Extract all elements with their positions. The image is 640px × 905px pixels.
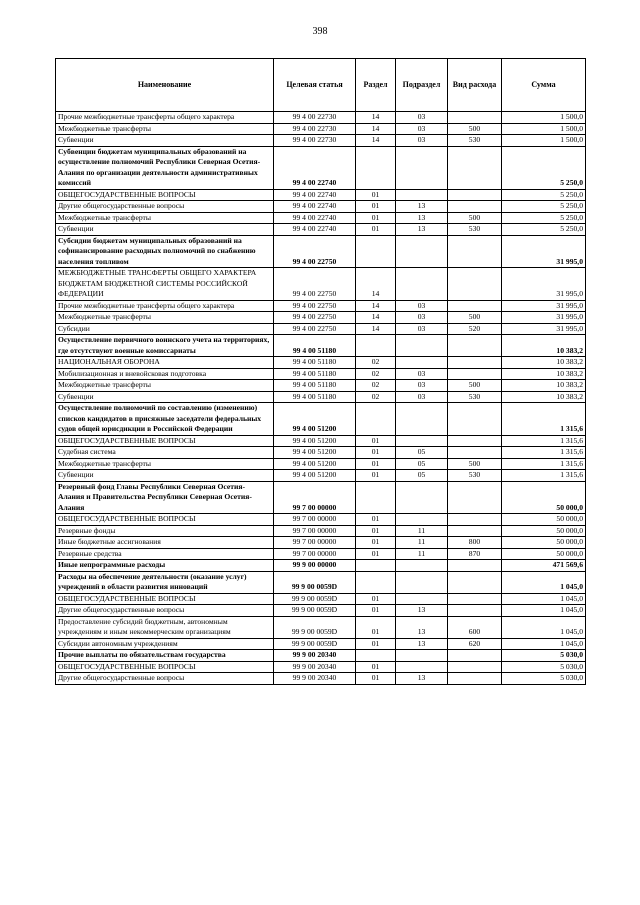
row-sum: 31 995,0 xyxy=(502,312,586,324)
table-row xyxy=(56,135,586,147)
row-subsection xyxy=(396,661,448,673)
row-section: 14 xyxy=(356,268,396,301)
row-subsection: 03 xyxy=(396,112,448,124)
row-section xyxy=(356,146,396,189)
row-expense-type: 530 xyxy=(448,135,502,147)
row-subsection: 03 xyxy=(396,135,448,147)
row-sum: 1 500,0 xyxy=(502,135,586,147)
row-expense-type: 520 xyxy=(448,323,502,335)
row-name: Субсидии xyxy=(56,323,274,335)
row-expense-type xyxy=(448,235,502,268)
row-section xyxy=(356,650,396,662)
table-row xyxy=(56,380,586,392)
row-expense-type xyxy=(448,112,502,124)
row-sum: 1 315,6 xyxy=(502,470,586,482)
row-target-article: 99 4 00 22750 xyxy=(274,268,356,301)
row-subsection xyxy=(396,235,448,268)
table-row xyxy=(56,435,586,447)
table-row xyxy=(56,593,586,605)
row-section xyxy=(356,560,396,572)
row-target-article: 99 4 00 51180 xyxy=(274,368,356,380)
row-name: ОБЩЕГОСУДАРСТВЕННЫЕ ВОПРОСЫ xyxy=(56,593,274,605)
table-row xyxy=(56,335,586,357)
row-name: Другие общегосударственные вопросы xyxy=(56,201,274,213)
row-expense-type xyxy=(448,368,502,380)
row-name: Осуществление первичного воинского учета на территориях, где отсутствуют военные комиссариаты xyxy=(56,335,274,357)
row-sum: 1 315,6 xyxy=(502,403,586,436)
row-target-article: 99 4 00 51200 xyxy=(274,447,356,459)
row-target-article: 99 4 00 22750 xyxy=(274,312,356,324)
row-expense-type xyxy=(448,560,502,572)
row-name: Другие общегосударственные вопросы xyxy=(56,605,274,617)
row-subsection: 13 xyxy=(396,673,448,685)
row-expense-type xyxy=(448,673,502,685)
row-sum: 50 000,0 xyxy=(502,525,586,537)
row-sum: 50 000,0 xyxy=(502,548,586,560)
row-sum: 10 383,2 xyxy=(502,335,586,357)
row-sum: 1 315,6 xyxy=(502,447,586,459)
row-section: 01 xyxy=(356,201,396,213)
row-expense-type xyxy=(448,525,502,537)
row-subsection xyxy=(396,560,448,572)
row-subsection: 13 xyxy=(396,616,448,638)
row-section: 14 xyxy=(356,112,396,124)
row-sum: 31 995,0 xyxy=(502,300,586,312)
row-name: Судебная система xyxy=(56,447,274,459)
row-subsection: 03 xyxy=(396,391,448,403)
row-sum: 471 569,6 xyxy=(502,560,586,572)
row-name: ОБЩЕГОСУДАРСТВЕННЫЕ ВОПРОСЫ xyxy=(56,514,274,526)
table-row xyxy=(56,300,586,312)
table-row xyxy=(56,391,586,403)
row-target-article: 99 4 00 51180 xyxy=(274,391,356,403)
row-expense-type: 500 xyxy=(448,458,502,470)
row-subsection: 03 xyxy=(396,380,448,392)
row-name: Резервные фонды xyxy=(56,525,274,537)
row-name: Осуществление полномочий по составлению (изменению) списков кандидатов в присяжные заседатели федеральных судов общей юрисдикции в Российской Федерации xyxy=(56,403,274,436)
row-subsection xyxy=(396,593,448,605)
row-section: 01 xyxy=(356,224,396,236)
table-row xyxy=(56,403,586,436)
row-sum: 5 030,0 xyxy=(502,661,586,673)
row-name: ОБЩЕГОСУДАРСТВЕННЫЕ ВОПРОСЫ xyxy=(56,435,274,447)
row-section: 02 xyxy=(356,391,396,403)
row-expense-type xyxy=(448,605,502,617)
row-section xyxy=(356,235,396,268)
table-row xyxy=(56,201,586,213)
row-target-article: 99 9 00 0059D xyxy=(274,616,356,638)
row-sum: 31 995,0 xyxy=(502,268,586,301)
table-row xyxy=(56,447,586,459)
row-sum: 10 383,2 xyxy=(502,368,586,380)
row-section: 01 xyxy=(356,514,396,526)
row-name: Мобилизационная и вневойсковая подготовка xyxy=(56,368,274,380)
table-row xyxy=(56,548,586,560)
row-target-article: 99 4 00 51200 xyxy=(274,470,356,482)
row-target-article: 99 9 00 0059D xyxy=(274,638,356,650)
table-row xyxy=(56,638,586,650)
row-expense-type: 500 xyxy=(448,380,502,392)
row-sum: 1 500,0 xyxy=(502,123,586,135)
row-section: 01 xyxy=(356,470,396,482)
table-row xyxy=(56,123,586,135)
row-name: Резервные средства xyxy=(56,548,274,560)
row-subsection: 11 xyxy=(396,548,448,560)
row-sum: 50 000,0 xyxy=(502,481,586,514)
header-target-article: Целевая статья xyxy=(274,59,356,112)
row-expense-type xyxy=(448,403,502,436)
row-target-article: 99 4 00 22740 xyxy=(274,212,356,224)
row-target-article: 99 9 00 20340 xyxy=(274,673,356,685)
table-row xyxy=(56,212,586,224)
row-name: Резервный фонд Главы Республики Северная Осетия-Алания и Правительства Республики Северная Осетия-Алания xyxy=(56,481,274,514)
table-row xyxy=(56,481,586,514)
row-subsection: 03 xyxy=(396,312,448,324)
row-subsection: 03 xyxy=(396,368,448,380)
header-expense-type: Вид расхода xyxy=(448,59,502,112)
row-name: МЕЖБЮДЖЕТНЫЕ ТРАНСФЕРТЫ ОБЩЕГО ХАРАКТЕРА БЮДЖЕТАМ БЮДЖЕТНОЙ СИСТЕМЫ РОССИЙСКОЙ ФЕДЕРАЦИИ xyxy=(56,268,274,301)
row-sum: 1 315,6 xyxy=(502,458,586,470)
row-section: 14 xyxy=(356,312,396,324)
row-section: 01 xyxy=(356,616,396,638)
table-row xyxy=(56,470,586,482)
row-subsection xyxy=(396,403,448,436)
row-expense-type: 800 xyxy=(448,537,502,549)
row-expense-type xyxy=(448,268,502,301)
row-name: Иные бюджетные ассигнования xyxy=(56,537,274,549)
table-row xyxy=(56,224,586,236)
row-sum: 5 250,0 xyxy=(502,212,586,224)
row-subsection: 05 xyxy=(396,470,448,482)
row-sum: 5 030,0 xyxy=(502,650,586,662)
row-sum: 1 045,0 xyxy=(502,616,586,638)
row-sum: 31 995,0 xyxy=(502,235,586,268)
row-sum: 5 250,0 xyxy=(502,224,586,236)
row-sum: 10 383,2 xyxy=(502,357,586,369)
row-subsection: 13 xyxy=(396,212,448,224)
row-expense-type: 530 xyxy=(448,391,502,403)
row-target-article: 99 9 00 00000 xyxy=(274,560,356,572)
budget-table xyxy=(55,58,586,685)
row-target-article: 99 7 00 00000 xyxy=(274,525,356,537)
row-target-article: 99 4 00 22750 xyxy=(274,323,356,335)
row-target-article: 99 4 00 22750 xyxy=(274,300,356,312)
page-number: 398 xyxy=(312,26,328,37)
row-sum: 5 250,0 xyxy=(502,146,586,189)
table-row xyxy=(56,357,586,369)
table-row xyxy=(56,605,586,617)
row-subsection: 03 xyxy=(396,323,448,335)
row-expense-type xyxy=(448,300,502,312)
row-sum: 1 045,0 xyxy=(502,571,586,593)
row-name: Другие общегосударственные вопросы xyxy=(56,673,274,685)
row-name: Межбюджетные трансферты xyxy=(56,212,274,224)
row-section: 01 xyxy=(356,537,396,549)
row-sum: 5 030,0 xyxy=(502,673,586,685)
table-row xyxy=(56,458,586,470)
row-target-article: 99 9 00 20340 xyxy=(274,650,356,662)
table-row xyxy=(56,312,586,324)
row-section: 01 xyxy=(356,435,396,447)
row-section: 02 xyxy=(356,368,396,380)
row-target-article: 99 4 00 51200 xyxy=(274,435,356,447)
row-target-article: 99 4 00 51180 xyxy=(274,335,356,357)
row-target-article: 99 4 00 51180 xyxy=(274,357,356,369)
header-section: Раздел xyxy=(356,59,396,112)
row-target-article: 99 7 00 00000 xyxy=(274,514,356,526)
row-subsection: 05 xyxy=(396,447,448,459)
row-subsection xyxy=(396,514,448,526)
row-target-article: 99 7 00 00000 xyxy=(274,548,356,560)
table-row xyxy=(56,537,586,549)
row-sum: 1 045,0 xyxy=(502,593,586,605)
row-section: 01 xyxy=(356,189,396,201)
row-target-article: 99 9 00 0059D xyxy=(274,571,356,593)
row-expense-type xyxy=(448,146,502,189)
row-subsection: 11 xyxy=(396,525,448,537)
row-name: НАЦИОНАЛЬНАЯ ОБОРОНА xyxy=(56,357,274,369)
row-section: 14 xyxy=(356,135,396,147)
row-expense-type xyxy=(448,201,502,213)
row-section xyxy=(356,481,396,514)
row-target-article: 99 4 00 22730 xyxy=(274,123,356,135)
row-name: Межбюджетные трансферты xyxy=(56,123,274,135)
row-sum: 31 995,0 xyxy=(502,323,586,335)
row-expense-type xyxy=(448,189,502,201)
row-subsection xyxy=(396,435,448,447)
row-target-article: 99 7 00 00000 xyxy=(274,537,356,549)
row-section: 01 xyxy=(356,525,396,537)
row-name: Межбюджетные трансферты xyxy=(56,380,274,392)
row-subsection xyxy=(396,357,448,369)
row-section: 01 xyxy=(356,593,396,605)
row-target-article: 99 7 00 00000 xyxy=(274,481,356,514)
table-row xyxy=(56,189,586,201)
row-name: Иные непрограммные расходы xyxy=(56,560,274,572)
row-section xyxy=(356,571,396,593)
row-name: Субвенции xyxy=(56,391,274,403)
row-subsection: 03 xyxy=(396,123,448,135)
row-sum: 10 383,2 xyxy=(502,380,586,392)
table-row xyxy=(56,368,586,380)
row-target-article: 99 4 00 22740 xyxy=(274,201,356,213)
row-name: Прочие межбюджетные трансферты общего характера xyxy=(56,300,274,312)
row-subsection: 13 xyxy=(396,605,448,617)
row-subsection: 03 xyxy=(396,300,448,312)
row-name: Прочие выплаты по обязательствам государства xyxy=(56,650,274,662)
table-row xyxy=(56,673,586,685)
row-section: 01 xyxy=(356,673,396,685)
row-subsection xyxy=(396,146,448,189)
row-subsection xyxy=(396,481,448,514)
row-expense-type: 530 xyxy=(448,224,502,236)
row-expense-type: 620 xyxy=(448,638,502,650)
row-expense-type: 500 xyxy=(448,212,502,224)
row-expense-type xyxy=(448,571,502,593)
row-section: 01 xyxy=(356,638,396,650)
row-expense-type xyxy=(448,650,502,662)
row-subsection: 13 xyxy=(396,201,448,213)
row-expense-type xyxy=(448,514,502,526)
row-subsection xyxy=(396,268,448,301)
row-sum: 5 250,0 xyxy=(502,201,586,213)
row-sum: 1 500,0 xyxy=(502,112,586,124)
row-target-article: 99 9 00 20340 xyxy=(274,661,356,673)
table-row xyxy=(56,616,586,638)
row-target-article: 99 4 00 22740 xyxy=(274,146,356,189)
row-name: ОБЩЕГОСУДАРСТВЕННЫЕ ВОПРОСЫ xyxy=(56,661,274,673)
table-row xyxy=(56,650,586,662)
row-target-article: 99 4 00 22740 xyxy=(274,224,356,236)
row-section: 14 xyxy=(356,323,396,335)
row-expense-type: 870 xyxy=(448,548,502,560)
row-name: Субвенции xyxy=(56,135,274,147)
row-subsection: 05 xyxy=(396,458,448,470)
row-name: ОБЩЕГОСУДАРСТВЕННЫЕ ВОПРОСЫ xyxy=(56,189,274,201)
table-row xyxy=(56,525,586,537)
row-subsection xyxy=(396,335,448,357)
table-body xyxy=(56,112,586,685)
header-name: Наименование xyxy=(56,59,274,112)
row-expense-type xyxy=(448,481,502,514)
row-target-article: 99 4 00 22730 xyxy=(274,135,356,147)
row-target-article: 99 9 00 0059D xyxy=(274,605,356,617)
table-row xyxy=(56,268,586,301)
row-expense-type xyxy=(448,435,502,447)
row-target-article: 99 4 00 51180 xyxy=(274,380,356,392)
table-row xyxy=(56,323,586,335)
row-sum: 1 045,0 xyxy=(502,638,586,650)
row-name: Межбюджетные трансферты xyxy=(56,312,274,324)
table-row xyxy=(56,112,586,124)
row-expense-type xyxy=(448,335,502,357)
row-expense-type xyxy=(448,447,502,459)
row-sum: 5 250,0 xyxy=(502,189,586,201)
table-header xyxy=(56,59,586,112)
row-section xyxy=(356,335,396,357)
row-section: 01 xyxy=(356,548,396,560)
row-expense-type: 500 xyxy=(448,312,502,324)
table-row xyxy=(56,146,586,189)
row-sum: 1 315,6 xyxy=(502,435,586,447)
table-row xyxy=(56,560,586,572)
row-name: Субвенции xyxy=(56,224,274,236)
row-target-article: 99 4 00 51200 xyxy=(274,458,356,470)
row-subsection: 13 xyxy=(396,224,448,236)
row-expense-type: 600 xyxy=(448,616,502,638)
row-sum: 50 000,0 xyxy=(502,537,586,549)
row-section: 01 xyxy=(356,605,396,617)
row-section: 14 xyxy=(356,123,396,135)
row-expense-type: 500 xyxy=(448,123,502,135)
row-expense-type xyxy=(448,661,502,673)
row-target-article: 99 4 00 51200 xyxy=(274,403,356,436)
row-name: Межбюджетные трансферты xyxy=(56,458,274,470)
row-sum: 10 383,2 xyxy=(502,391,586,403)
row-subsection: 11 xyxy=(396,537,448,549)
row-section xyxy=(356,403,396,436)
row-section: 14 xyxy=(356,300,396,312)
table-row xyxy=(56,571,586,593)
row-section: 01 xyxy=(356,447,396,459)
row-name: Субвенции xyxy=(56,470,274,482)
row-subsection: 13 xyxy=(396,638,448,650)
row-subsection xyxy=(396,650,448,662)
row-name: Расходы на обеспечение деятельности (оказание услуг) учреждений в области развития инноваций xyxy=(56,571,274,593)
row-section: 02 xyxy=(356,380,396,392)
table-row xyxy=(56,514,586,526)
header-subsection: Подраздел xyxy=(396,59,448,112)
row-expense-type: 530 xyxy=(448,470,502,482)
row-sum: 50 000,0 xyxy=(502,514,586,526)
row-target-article: 99 9 00 0059D xyxy=(274,593,356,605)
row-name: Субсидии автономным учреждениям xyxy=(56,638,274,650)
table-row xyxy=(56,235,586,268)
row-section: 02 xyxy=(356,357,396,369)
row-subsection xyxy=(396,189,448,201)
row-subsection xyxy=(396,571,448,593)
table-row xyxy=(56,661,586,673)
header-sum: Сумма xyxy=(502,59,586,112)
row-name: Предоставление субсидий бюджетным, автономным учреждениям и иным некоммерческим организациям xyxy=(56,616,274,638)
row-name: Субсидии бюджетам муниципальных образований на софинансирование расходных полномочий по снабжению населения топливом xyxy=(56,235,274,268)
row-target-article: 99 4 00 22750 xyxy=(274,235,356,268)
row-section: 01 xyxy=(356,661,396,673)
row-section: 01 xyxy=(356,212,396,224)
row-expense-type xyxy=(448,593,502,605)
row-target-article: 99 4 00 22740 xyxy=(274,189,356,201)
row-target-article: 99 4 00 22730 xyxy=(274,112,356,124)
row-expense-type xyxy=(448,357,502,369)
row-sum: 1 045,0 xyxy=(502,605,586,617)
row-name: Субвенции бюджетам муниципальных образований на осуществление полномочий Республики Северная Осетия-Алания по организации деятельности административных комиссий xyxy=(56,146,274,189)
row-name: Прочие межбюджетные трансферты общего характера xyxy=(56,112,274,124)
row-section: 01 xyxy=(356,458,396,470)
